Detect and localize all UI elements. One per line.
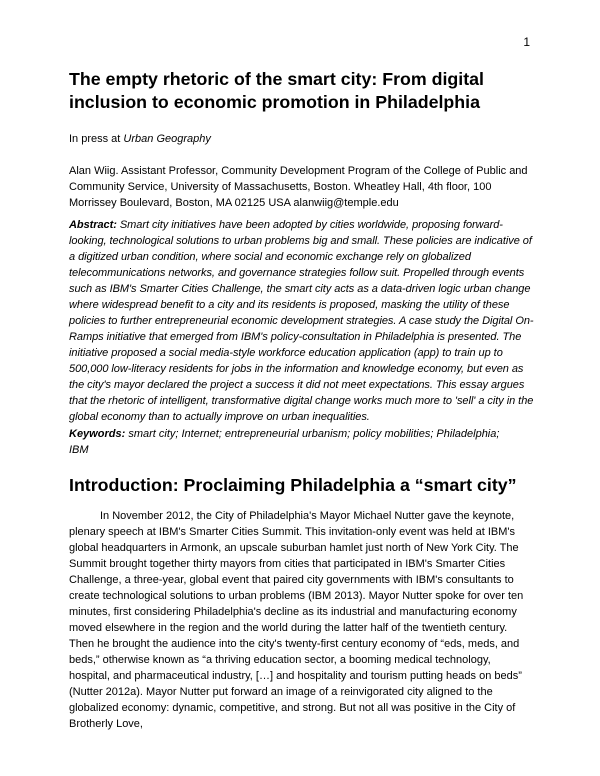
page-number: 1 xyxy=(523,35,530,49)
paper-title: The empty rhetoric of the smart city: From digital inclusion to economic promotion in Philadelphia xyxy=(69,69,484,112)
abstract-label: Abstract: xyxy=(69,219,117,231)
press-note xyxy=(69,133,211,145)
author-affiliation: Alan Wiig. Assistant Professor, Community Development Program of the College of Public and Community Service, University of Massachusetts, Boston. Wheatley Hall, 4th floor, 100 Morrissey Boulevard, Boston, MA 02125 USA alanwiig@temple.edu xyxy=(69,165,528,209)
body-paragraph: In November 2012, the City of Philadelphia's Mayor Michael Nutter gave the keynote, plenary speech at IBM's Smarter Cities Summit. This invitation-only event was held at IBM's global headquarters in Armonk, an upscale suburban hamlet just north of New York City. The Summit brought together thirty mayors from cities that participated in IBM's Smarter Cities Challenge, a three-year, global event that paired city governments with IBM's consultants to create technological solutions to urban problems (IBM 2013). Mayor Nutter spoke for over ten minutes, first considering Philadelphia's decline as its industrial and manufacturing economy moved elsewhere in the region and the world during the latter half of the twentieth century. Then he brought the audience into the city's twenty-first century economy of “eds, meds, and beds,” otherwise known as “a thriving education sector, a booming medical technology, hospital, and pharmaceutical industry, […] and hospitality and tourism putting heads on beds” (Nutter 2012a). Mayor Nutter put forward an image of a reinvigorated city aligned to the globalized economy: dynamic, competitive, and strong. But not all was positive in the City of Brotherly Love, xyxy=(69,510,524,730)
press-prefix: In press at xyxy=(69,133,124,145)
keywords-label: Keywords: xyxy=(69,428,126,440)
section-title: Introduction: Proclaiming Philadelphia a “smart city” xyxy=(69,475,517,495)
abstract-text: Smart city initiatives have been adopted by cities worldwide, proposing forward-looking, technological solutions to urban problems big and small. These policies are indicative of a digitized urban condition, where social and economic exchange rely on globalized telecommunications networks, and governance strategies follow suit. Propelled through events such as IBM's Smarter Cities Challenge, the smart city acts as a data-driven logic urban change where widespread benefit to a city and its residents is proposed, masking the utility of these policies to further entrepreneurial economic development strategies. A case study the Digital On-Ramps initiative that emerged from IBM's policy-consultation in Philadelphia is presented. The initiative proposed a social media-style workforce education application (app) to train up to 500,000 low-literacy residents for jobs in the information and knowledge economy, but even as the city's mayor declared the project a success it did not meet expectations. This essay argues that the rhetoric of intelligent, transformative digital change works much more to 'sell' a city in the global economy than to actually improve on urban inequalities. xyxy=(69,219,534,423)
journal-name: Urban Geography xyxy=(123,133,211,145)
abstract xyxy=(69,217,534,425)
keywords xyxy=(69,426,509,458)
keywords-text: smart city; Internet; entrepreneurial urbanism; policy mobilities; Philadelphia; IBM xyxy=(69,428,500,456)
